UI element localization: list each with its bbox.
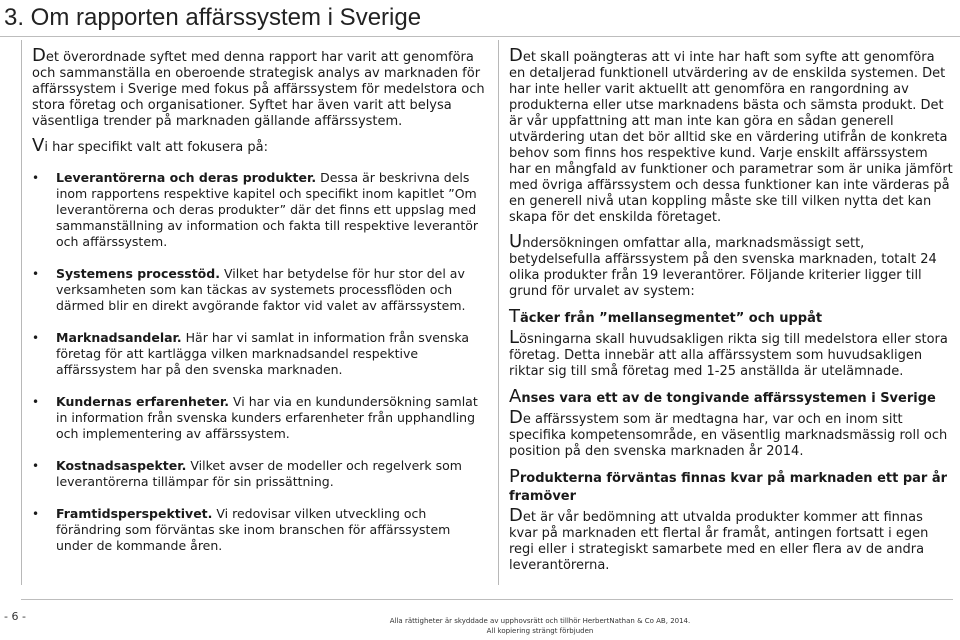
list-item: • Kundernas erfarenheter. Vi har via en kundundersökning samlat in information från svenska kunders erfarenheter från upphandling och implementering av affärssystem. <box>32 394 478 441</box>
list-item: • Leverantörerna och deras produkter. Dessa är beskrivna dels inom rapportens respektive kapitel och specifikt inom kapitlet ”Om leverantörerna och deras produkter” där det finns ett uppslag med sammanställning av information och fakta till respektive leverantör och affärssystem. <box>32 170 479 249</box>
page-title: 3. Om rapporten affärssystem i Sverige <box>4 4 422 31</box>
criteria-heading-3: Produkterna förväntas finnas kvar på marknaden ett par år framöver <box>509 466 948 504</box>
bullet-icon: • <box>32 395 40 409</box>
left-column <box>21 40 487 585</box>
list-item: • Systemens processtöd. Vilket har betydelse för hur stor del av verksamheten som kan täckas av systemets processflöden och därmed blir en direkt avgörande faktor vid valet av affärssystem. <box>32 266 466 313</box>
bullet-icon: • <box>32 267 40 281</box>
criteria-paragraph-3: Det är vår bedömning att utvalda produkter kommer att finnas kvar på marknaden ett flertal år framåt, antingen fortsatt i egen regi eller i strategiskt samarbete med en eller flera av de andra leverantörerna. <box>509 505 929 573</box>
criteria-heading-1: Täcker från ”mellansegmentet” och uppåt <box>509 306 823 327</box>
scope-paragraph: Det skall poängteras att vi inte har haft som syfte att genomföra en detaljerad funktionell utvärdering av de enskilda systemen. Det har inte heller varit aktuellt att genomföra en rangordning av produkterna eller utse marknadens bästa och sämsta produkt. Det är vår uppfattning att man inte kan göra en sådan generell utvärdering utan det bör alltid ske en värdering utifrån de konkreta behov som finns hos respektive kund. Varje enskilt affärssystem har en mångfald av funktioner och parametrar som är unika jämfört med övriga affärssystem och dessa funktioner kan inte värderas på en generell nivå utan koppling måste ske till vilken nytta det kan skapa för det enskilda företaget. <box>509 45 953 225</box>
survey-paragraph: Undersökningen omfattar alla, marknadsmässigt sett, betydelsefulla affärssystem på den svenska marknaden, totalt 24 olika produkter från 19 leverantörer. Följande kriterier ligger till grund för urvalet av system: <box>509 231 937 299</box>
list-item: • Kostnadsaspekter. Vilket avser de modeller och regelverk som leverantörerna tillämpar för sin prissättning. <box>32 458 462 489</box>
drop-cap: D <box>509 407 523 428</box>
title-divider <box>0 36 960 37</box>
footer-divider <box>21 599 953 600</box>
bullet-icon: • <box>32 507 40 521</box>
bullet-icon: • <box>32 459 40 473</box>
copyright-notice: Alla rättigheter är skyddade av upphovsrätt och tillhör HerbertNathan & Co AB, 2014. All kopiering strängt förbjuden <box>389 617 691 635</box>
page-number: - 6 - <box>4 610 26 623</box>
criteria-paragraph-2: De affärssystem som är medtagna har, var och en inom sitt specifika kompetensområde, en väsentlig marknadsmässig roll och position på den svenska marknaden år 2014. <box>509 407 948 459</box>
drop-cap: D <box>32 45 46 66</box>
drop-cap: D <box>509 45 523 66</box>
bullet-icon: • <box>32 171 40 185</box>
list-item: • Marknadsandelar. Här har vi samlat in information från svenska företag för att kartlägga vilken marknadsandel respektive affärssystem har på den svenska marknaden. <box>32 330 470 377</box>
focus-lead: Vi har specifikt valt att fokusera på: <box>32 135 268 156</box>
criteria-paragraph-1: Lösningarna skall huvudsakligen rikta sig till medelstora eller stora företag. Detta innebär att alla affärssystem som huvudsakligen riktar sig till små företag med 1-25 anställda är utelämnade. <box>509 327 948 379</box>
right-column <box>498 40 953 585</box>
list-item: • Framtidsperspektivet. Vi redovisar vilken utveckling och förändring som förväntas ske inom branschen för affärssystem under de kommande åren. <box>32 506 451 553</box>
drop-cap: V <box>32 135 45 156</box>
intro-paragraph: Det överordnade syftet med denna rapport har varit att genomföra och sammanställa en oberoende strategisk analys av marknaden för affärssystem i Sverige med fokus på affärssystem för medelstora och stora företag och organisationer. Syftet har även varit att belysa väsentliga trender på marknaden gällande affärssystem. <box>32 45 485 129</box>
drop-cap: L <box>509 327 520 348</box>
bullet-icon: • <box>32 331 40 345</box>
drop-cap: U <box>509 231 523 252</box>
focus-list <box>32 170 487 554</box>
criteria-heading-2: Anses vara ett av de tongivande affärssystemen i Sverige <box>509 386 936 407</box>
drop-cap: D <box>509 505 523 526</box>
